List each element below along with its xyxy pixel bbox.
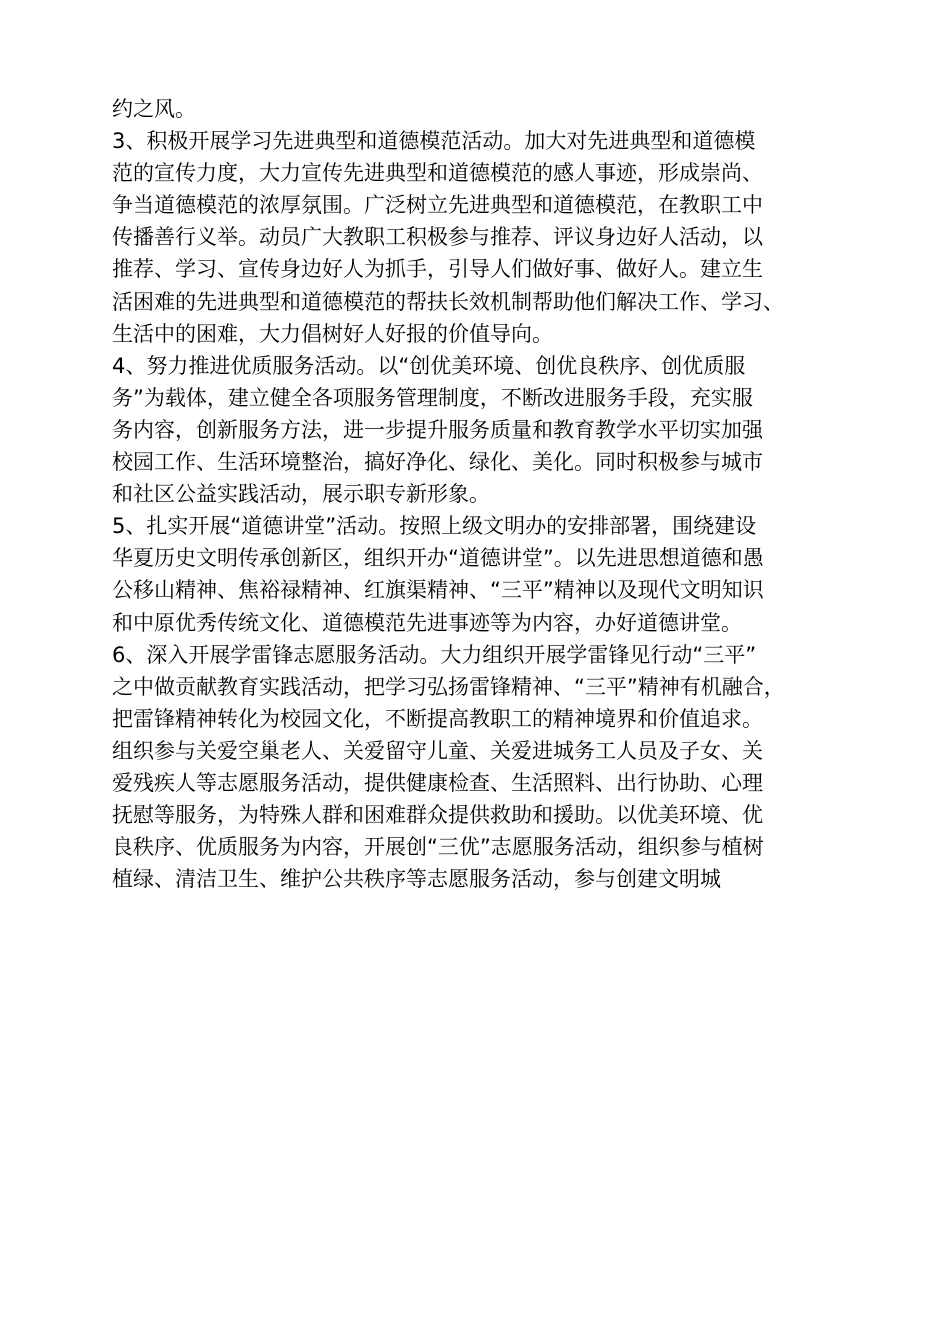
text-line: 务”为载体，建立健全各项服务管理制度，不断改进服务手段，充实服 [112,385,753,410]
text-line: 和社区公益实践活动，展示职专新形象。 [112,482,490,507]
text-line: 6、深入开展学雷锋志愿服务活动。大力组织开展学雷锋见行动“三平” [112,642,757,667]
text-line: 公移山精神、焦裕禄精神、红旗渠精神、“三平”精神以及现代文明知识 [112,578,764,603]
text-line: 约之风。 [112,97,196,121]
text-line: 3、积极开展学习先进典型和道德模范活动。加大对先进典型和道德模 [112,129,756,154]
text-line: 华夏历史文明传承创新区，组织开办“道德讲堂”。以先进思想道德和愚 [112,546,764,571]
text-line: 推荐、学习、宣传身边好人为抓手，引导人们做好事、做好人。建立生 [112,257,763,282]
text-line: 植绿、清洁卫生、维护公共秩序等志愿服务活动，参与创建文明城 [112,867,721,892]
text-line: 务内容，创新服务方法，进一步提升服务质量和教育教学水平切实加强 [112,417,763,442]
text-line: 传播善行义举。动员广大教职工积极参与推荐、评议身边好人活动，以 [112,225,763,250]
text-line: 5、扎实开展“道德讲堂”活动。按照上级文明办的安排部署，围绕建设 [112,514,757,539]
text-line: 爱残疾人等志愿服务活动，提供健康检查、生活照料、出行协助、心理 [112,770,763,795]
text-line: 生活中的困难，大力倡树好人好报的价值导向。 [112,321,553,346]
text-line: 校园工作、生活环境整治，搞好净化、绿化、美化。同时积极参与城市 [112,450,763,475]
text-line: 争当道德模范的浓厚氛围。广泛树立先进典型和道德模范，在教职工中 [112,193,763,218]
body-text [112,93,872,895]
text-line: 活困难的先进典型和道德模范的帮扶长效机制帮助他们解决工作、学习、 [112,289,784,314]
text-line: 和中原优秀传统文化、道德模范先进事迹等为内容，办好道德讲堂。 [112,610,742,635]
text-line: 之中做贡献教育实践活动，把学习弘扬雷锋精神、“三平”精神有机融合， [112,674,785,699]
text-line: 范的宣传力度，大力宣传先进典型和道德模范的感人事迹，形成崇尚、 [112,161,763,186]
text-line: 把雷锋精神转化为校园文化，不断提高教职工的精神境界和价值追求。 [112,706,763,731]
text-line: 组织参与关爱空巢老人、关爱留守儿童、关爱进城务工人员及子女、关 [112,738,763,763]
text-line: 抚慰等服务，为特殊人群和困难群众提供救助和援助。以优美环境、优 [112,803,763,828]
text-line: 良秩序、优质服务为内容，开展创“三优”志愿服务活动，组织参与植树 [112,835,764,860]
text-line: 4、努力推进优质服务活动。以“创优美环境、创优良秩序、创优质服 [112,353,746,378]
